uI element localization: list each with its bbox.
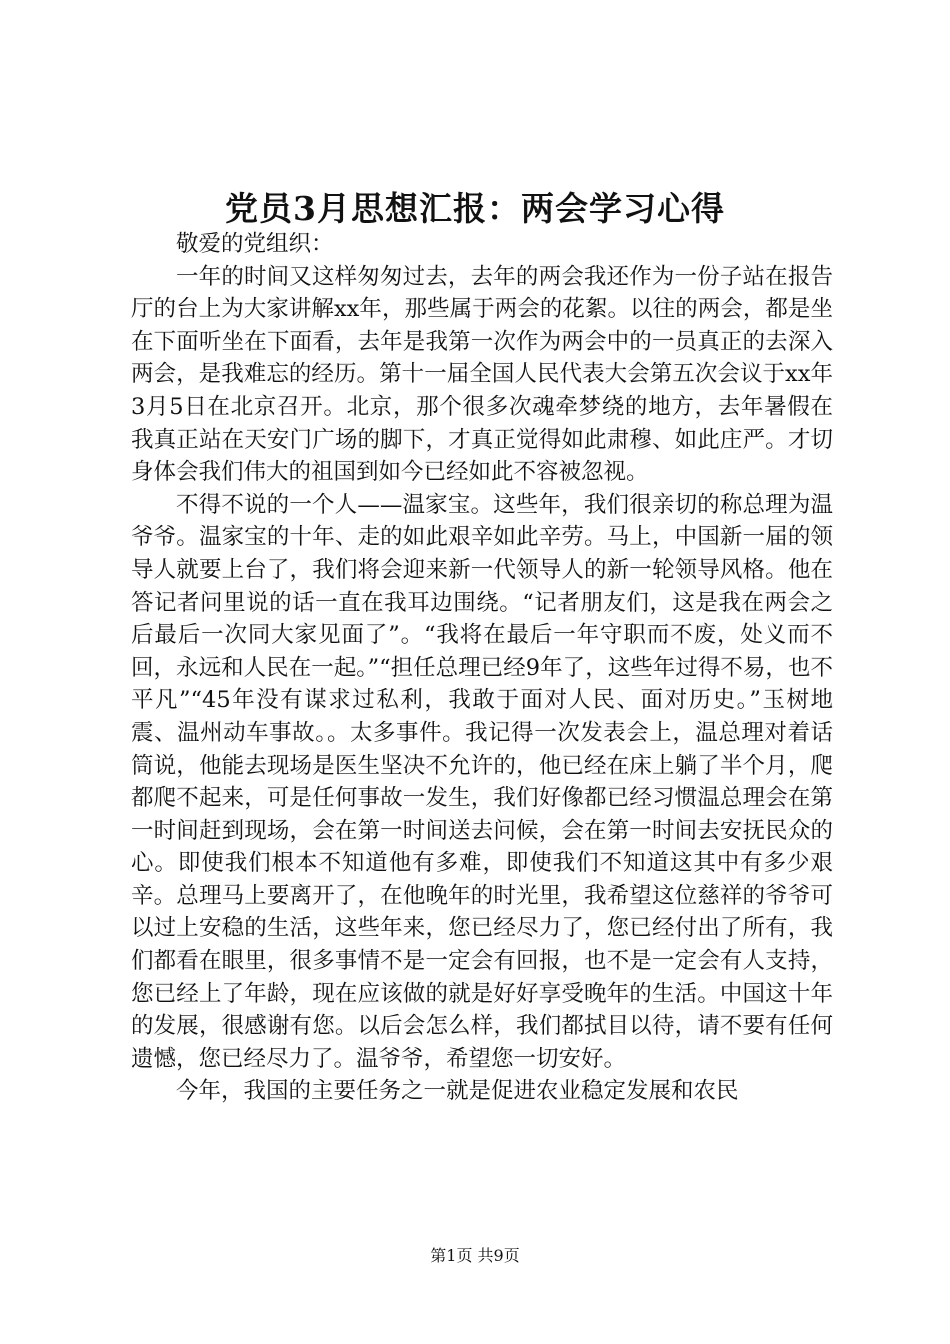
- paragraph-2: 不得不说的一个人——温家宝。这些年，我们很亲切的称总理为温爷爷。温家宝的十年、走的如此艰辛如此辛劳。马上，中国新一届的领导人就要上台了，我们将会迎来新一代领导人的新一轮领导风格。他在答记者问里说的话一直在我耳边围绕。“记者朋友们，这是我在两会之后最后一次同大家见面了”。“我将在最后一年守职而不废，处义而不回，永远和人民在一起。”“担任总理已经9年了，这些年过得不易，也不平凡”“45年没有谋求过私利，我敢于面对人民、面对历史。”玉树地震、温州动车事故。。太多事件。我记得一次发表会上，温总理对着话筒说，他能去现场是医生坚决不允许的，他已经在床上躺了半个月，爬都爬不起来，可是任何事故一发生，我们好像都已经习惯温总理会在第一时间赶到现场，会在第一时间送去问候，会在第一时间去安抚民众的心。即使我们根本不知道他有多难，即使我们不知道这其中有多少艰辛。总理马上要离开了，在他晚年的时光里，我希望这位慈祥的爷爷可以过上安稳的生活，这些年来，您已经尽力了，您已经付出了所有，我们都看在眼里，很多事情不是一定会有回报，也不是一定会有人支持，您已经上了年龄，现在应该做的就是好好享受晚年的生活。中国这十年的发展，很感谢有您。以后会怎么样，我们都拭目以待，请不要有任何遗憾，您已经尽力了。温爷爷，希望您一切安好。: [131, 491, 833, 1072]
- document-body: [131, 228, 833, 1108]
- page-footer: 第1页 共9页: [430, 1246, 520, 1265]
- paragraph-3: 今年，我国的主要任务之一就是促进农业稳定发展和农民: [176, 1078, 739, 1105]
- document-title: 党员3月思想汇报：两会学习心得: [225, 189, 725, 228]
- salutation: 敬爱的党组织：: [176, 231, 334, 257]
- paragraph-1: 一年的时间又这样匆匆过去，去年的两会我还作为一份子站在报告厅的台上为大家讲解xx年，那些属于两会的花絮。以往的两会，都是坐在下面听坐在下面看，去年是我第一次作为两会中的一员真正的去深入两会，是我难忘的经历。第十一届全国人民代表大会第五次会议于xx年3月5日在北京召开。北京，那个很多次魂牵梦绕的地方，去年暑假在我真正站在天安门广场的脚下，才真正觉得如此肃穆、如此庄严。才切身体会我们伟大的祖国到如今已经如此不容被忽视。: [131, 263, 833, 486]
